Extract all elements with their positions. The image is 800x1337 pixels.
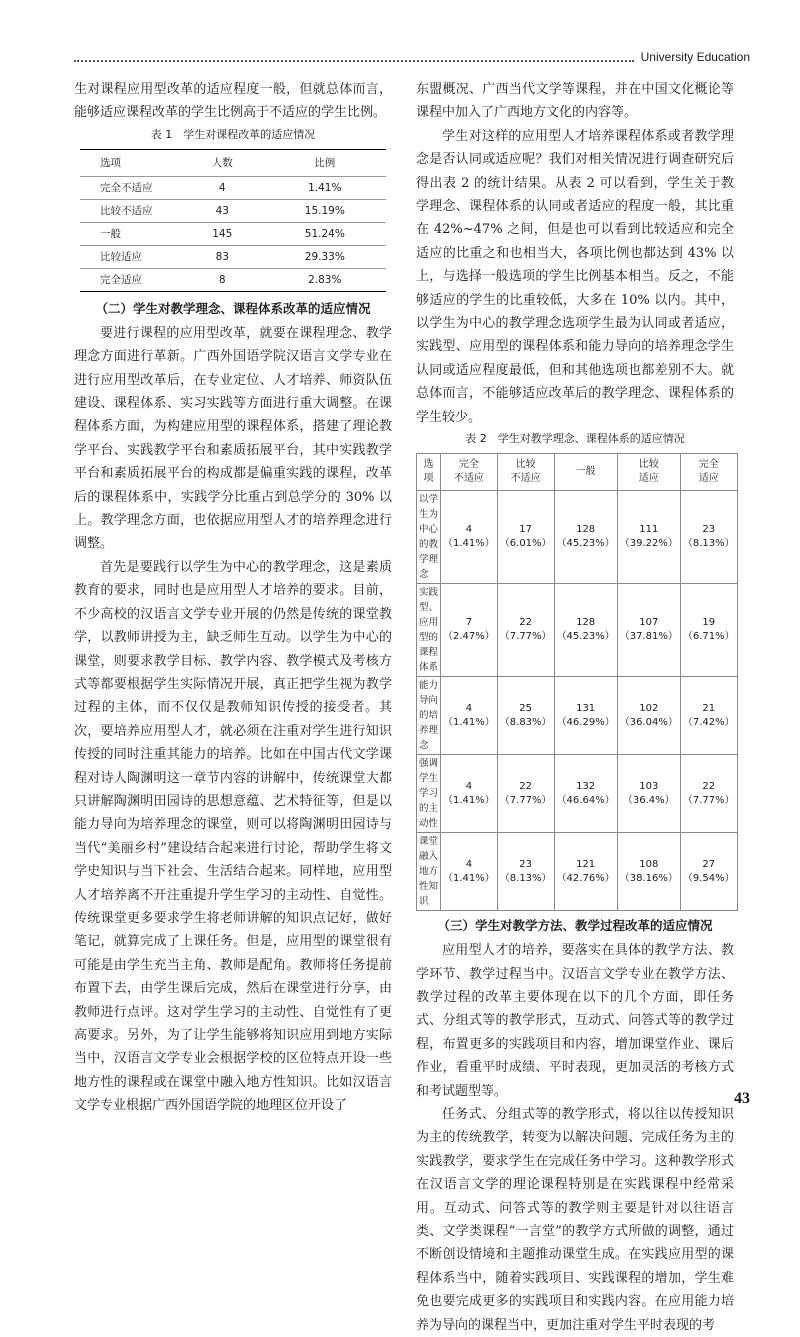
body-paragraph: 首先是要践行以学生为中心的教学理念，这是素质教育的要求，同时也是应用型人才培养的要求。目前，不少高校的汉语言文学专业开展的仍然是传统的课堂教学，以教师讲授为主，缺乏师生互动。以学生为中心的课堂，则要求教学目标、教学内容、教学模式及考核方式等都要根据学生实际情况开展，真正把学生视为教学过程的主体，而不仅仅是教师知识传授的接受者。其次，要培养应用型人才，就必须在注重对学生进行知识传授的同时注重其能力的培养。比如在中国古代文学课程对诗人陶渊明这一章节内容的讲解中，传统课堂大都只讲解陶渊明田园诗的思想意蕴、艺术特征等，但是以能力导向为培养理念的课堂，则可以将陶渊明田园诗与当代“美丽乡村”建设结合起来进行讨论，帮助学生将文学史知识与当下社会、生活结合起来。同样地，应用型人才培养离不开注重提升学生学习的主动性、自觉性。传统课堂更多要求学生将老师讲解的知识点记好，做好笔记，就算完成了上课任务。但是，应用型的课堂很有可能是由学生充当主角、教师是配角。教师将任务提前布置下去，由学生课后完成，然后在课堂进行分享，由教师进行点评。这对学生学习的主动性、自觉性有了更高要求。另外，为了让学生能够将知识应用到地方实际当中，汉语言文学专业会根据学校的区位特点开设一些地方性的课程或在课堂中融入地方性知识。比如汉语言文学专业根据广西外国语学院的地理区位开设了 bbox=[74, 559, 392, 1114]
table2-value-cell bbox=[441, 833, 498, 911]
table2-percent: （7.77%） bbox=[682, 794, 735, 806]
table2-count: 22 bbox=[519, 617, 533, 629]
table2-value-cell bbox=[441, 491, 498, 584]
table2-value-cell bbox=[617, 677, 680, 755]
table2-percent: （46.64%） bbox=[556, 794, 615, 806]
table2-percent: （36.04%） bbox=[619, 716, 678, 728]
table2-value-cell bbox=[617, 755, 680, 833]
table2-value-cell bbox=[497, 755, 554, 833]
table2-count: 17 bbox=[519, 524, 533, 536]
table2-option-cell: 强调学生学习的主动性 bbox=[417, 755, 441, 833]
table1-row bbox=[80, 245, 386, 268]
body-paragraph: 任务式、分组式等的教学形式，将以往以传授知识为主的传统教学，转变为以解决问题、完成任务为主的实践教学，要求学生在完成任务中学习。这种教学形式在汉语言文学的理论课程特别是在实践课程中经常采用。互动式、问答式等的教学则主要是针对以往语言类、文学类课程“一言堂”的教学方式所做的调整，通过不断创设情境和主题推动课堂生成。在实践应用型的课程体系当中，随着实践项目、实践课程的增加，学生难免也要完成更多的实践项目和实践内容。在应用能力培养为导向的课程当中，更加注重对学生平时表现的考 bbox=[416, 1106, 734, 1333]
table2-count: 132 bbox=[576, 780, 596, 792]
table2-percent: （1.41%） bbox=[443, 538, 495, 550]
table2-percent: （1.41%） bbox=[443, 794, 495, 806]
table2-percent: （8.13%） bbox=[682, 538, 735, 550]
table2-value-cell bbox=[441, 677, 498, 755]
table2-header-cell: 比较 适应 bbox=[617, 454, 680, 491]
table2-percent: （1.41%） bbox=[443, 872, 495, 884]
table2-count: 22 bbox=[519, 780, 533, 792]
table2-count: 25 bbox=[519, 702, 533, 714]
table2-row bbox=[417, 584, 738, 677]
table2-count: 128 bbox=[576, 617, 596, 629]
table2-percent: （46.29%） bbox=[556, 716, 615, 728]
table2-value-cell bbox=[680, 833, 737, 911]
table1-cell: 完全不适应 bbox=[80, 176, 181, 199]
table1-header-row bbox=[80, 149, 386, 176]
header-dotted-rule bbox=[74, 60, 634, 62]
table2-header-cell: 完全 适应 bbox=[680, 454, 737, 491]
body-paragraph: 学生对这样的应用型人才培养课程体系或者教学理念是否认同或适应呢？我们对相关情况进行调查研究后得出表 2 的统计结果。从表 2 可以看到，学生关于教学理念、课程体系的认同或者适应的程度一般，其比重在 42%~47% 之间，但是也可以看到比较适应和完全适应的比重之和也相当大，各项比例也都达到 43% 以上，与选择一般选项的学生比例基本相当。反之，不能够适应的学生的比重较低，大多在 10% 以内。其中，以学生为中心的教学理念选项学生最为认同或者适应，实践型、应用型的课程体系和能力导向的培养理念学生认同或适应程度最低，但和其他选项也都差别不大。就总体而言，不能够适应改革后的教学理念、课程体系的学生较少。 bbox=[416, 128, 734, 425]
table2-count: 103 bbox=[639, 780, 659, 792]
table1-header-ratio: 比例 bbox=[314, 157, 336, 170]
table2-count: 19 bbox=[702, 617, 716, 629]
table1-cell: 15.19% bbox=[264, 199, 386, 222]
table1-cell: 8 bbox=[181, 268, 264, 291]
body-paragraph: 应用型人才的培养，要落实在具体的教学方法、教学环节、教学过程当中。汉语言文学专业在教学方法、教学过程的改革主要体现在以下的几个方面，即任务式、分组式等的教学形式，互动式、问答式等的教学过程，布置更多的实践项目和内容，增加课堂作业、课后作业，看重平时成绩、平时表现，更加灵活的考核方式和考试题型等。 bbox=[416, 943, 734, 1099]
table2-value-cell bbox=[680, 584, 737, 677]
table2-count: 21 bbox=[702, 702, 716, 714]
table2-value-cell bbox=[497, 584, 554, 677]
table2-caption: 表 2 学生对教学理念、课程体系的适应情况 bbox=[465, 432, 685, 446]
table2-value-cell bbox=[554, 491, 617, 584]
table2-option-cell: 课堂融入地方性知识 bbox=[417, 833, 441, 911]
table1 bbox=[80, 149, 386, 292]
table1-cell: 145 bbox=[181, 222, 264, 245]
table1-cell: 比较不适应 bbox=[80, 199, 181, 222]
table2-value-cell bbox=[680, 491, 737, 584]
table2-row bbox=[417, 833, 738, 911]
intro-text: 生对课程应用型改革的适应程度一般，但就总体而言，能够适应课程改革的学生比例高于不适应的学生比例。 bbox=[74, 82, 392, 121]
table2-count: 108 bbox=[639, 858, 659, 870]
table2-value-cell bbox=[441, 755, 498, 833]
table1-cell: 完全适应 bbox=[80, 268, 181, 291]
table2-percent: （45.23%） bbox=[556, 538, 615, 550]
table1-row bbox=[80, 176, 386, 199]
table2-header-cell: 一般 bbox=[554, 454, 617, 491]
table1-cell: 51.24% bbox=[264, 222, 386, 245]
table2-row bbox=[417, 677, 738, 755]
table2-percent: （42.76%） bbox=[556, 872, 615, 884]
table2-percent: （36.4%） bbox=[622, 794, 675, 806]
section3-heading: （三）学生对教学方法、教学过程改革的适应情况 bbox=[437, 918, 713, 934]
table2-percent: （39.22%） bbox=[619, 538, 678, 550]
right-column bbox=[416, 78, 734, 1337]
table2-header-cell: 完全 不适应 bbox=[441, 454, 498, 491]
table1-cell: 比较适应 bbox=[80, 245, 181, 268]
journal-name: University Education bbox=[640, 50, 750, 64]
table2-percent: （45.23%） bbox=[556, 631, 615, 643]
table2-percent: （7.77%） bbox=[499, 631, 552, 643]
table2-count: 4 bbox=[465, 702, 473, 714]
table2-percent: （37.81%） bbox=[619, 631, 678, 643]
body-paragraph: 要进行课程的应用型改革，就要在课程理念、教学理念方面进行革新。广西外国语学院汉语言文学专业在进行应用型改革后，在专业定位、人才培养、师资队伍建设、课程体系、实习实践等方面进行重大调整。在课程体系方面，为构建应用型的课程体系，搭建了理论教学平台、实践教学平台和素质拓展平台，其中实践教学平台和素质拓展平台的构成都是偏重实践的课程，改革后的课程体系中，实践学分比重占到总学分的 30% 以上。教学理念方面，也依据应用型人才的培养理念进行调整。 bbox=[74, 325, 392, 552]
table1-row bbox=[80, 222, 386, 245]
table2-row bbox=[417, 755, 738, 833]
table2-header-row bbox=[417, 454, 738, 491]
table2-value-cell bbox=[680, 677, 737, 755]
page-number: 43 bbox=[734, 1090, 750, 1107]
table1-cell: 83 bbox=[181, 245, 264, 268]
table2-count: 7 bbox=[465, 617, 473, 629]
table2-value-cell bbox=[441, 584, 498, 677]
table1-cell: 4 bbox=[181, 176, 264, 199]
table2-body bbox=[417, 491, 738, 911]
table2-header-cell: 选项 bbox=[417, 454, 441, 491]
table1-caption: 表 1 学生对课程改革的适应情况 bbox=[150, 127, 316, 141]
section2-heading: （二）学生对教学理念、课程体系改革的适应情况 bbox=[95, 300, 371, 316]
table2-count: 107 bbox=[639, 617, 659, 629]
table2-percent: （7.42%） bbox=[682, 716, 735, 728]
table1-cell: 29.33% bbox=[264, 245, 386, 268]
table1-cell: 1.41% bbox=[264, 176, 386, 199]
table1-cell: 一般 bbox=[80, 222, 181, 245]
table2-count: 27 bbox=[702, 858, 716, 870]
table2-value-cell bbox=[617, 491, 680, 584]
continuation-text: 东盟概况、广西当代文学等课程，并在中国文化概论等课程中加入了广西地方文化的内容等。 bbox=[416, 82, 734, 121]
table2-percent: （38.16%） bbox=[619, 872, 678, 884]
table1-body bbox=[80, 176, 386, 291]
table2 bbox=[416, 453, 738, 911]
table2-count: 4 bbox=[465, 780, 473, 792]
left-column bbox=[74, 78, 392, 1118]
table2-value-cell bbox=[680, 755, 737, 833]
table2-value-cell bbox=[617, 833, 680, 911]
table1-row bbox=[80, 199, 386, 222]
table2-percent: （9.54%） bbox=[682, 872, 735, 884]
table2-value-cell bbox=[554, 833, 617, 911]
table2-option-cell: 能力导向的培养理念 bbox=[417, 677, 441, 755]
table2-count: 121 bbox=[576, 858, 596, 870]
table2-option-cell: 以学生为中心的教学理念 bbox=[417, 491, 441, 584]
table2-percent: （6.71%） bbox=[682, 631, 735, 643]
table2-count: 23 bbox=[702, 524, 716, 536]
table1-header-count: 人数 bbox=[211, 157, 233, 170]
table2-value-cell bbox=[497, 833, 554, 911]
table2-count: 4 bbox=[465, 524, 473, 536]
table2-count: 22 bbox=[702, 780, 716, 792]
table2-header-cell: 比较 不适应 bbox=[497, 454, 554, 491]
table2-count: 111 bbox=[639, 524, 659, 536]
table2-count: 128 bbox=[576, 524, 596, 536]
table2-value-cell bbox=[554, 584, 617, 677]
table2-count: 102 bbox=[639, 702, 659, 714]
table2-percent: （1.41%） bbox=[443, 716, 495, 728]
table2-value-cell bbox=[554, 677, 617, 755]
table2-count: 131 bbox=[576, 702, 596, 714]
table1-cell: 2.83% bbox=[264, 268, 386, 291]
table2-percent: （7.77%） bbox=[499, 794, 552, 806]
table2-value-cell bbox=[617, 584, 680, 677]
table2-percent: （6.01%） bbox=[499, 538, 552, 550]
table2-percent: （2.47%） bbox=[443, 631, 495, 643]
table2-percent: （8.13%） bbox=[499, 872, 552, 884]
table2-value-cell bbox=[497, 491, 554, 584]
table2-percent: （8.83%） bbox=[499, 716, 552, 728]
table2-row bbox=[417, 491, 738, 584]
table1-cell: 43 bbox=[181, 199, 264, 222]
table2-count: 4 bbox=[465, 858, 473, 870]
table2-value-cell bbox=[554, 755, 617, 833]
table2-option-cell: 实践型、应用型的课程体系 bbox=[417, 584, 441, 677]
table1-header-option: 选项 bbox=[100, 157, 121, 170]
table1-row bbox=[80, 268, 386, 291]
table2-value-cell bbox=[497, 677, 554, 755]
table2-count: 23 bbox=[519, 858, 533, 870]
